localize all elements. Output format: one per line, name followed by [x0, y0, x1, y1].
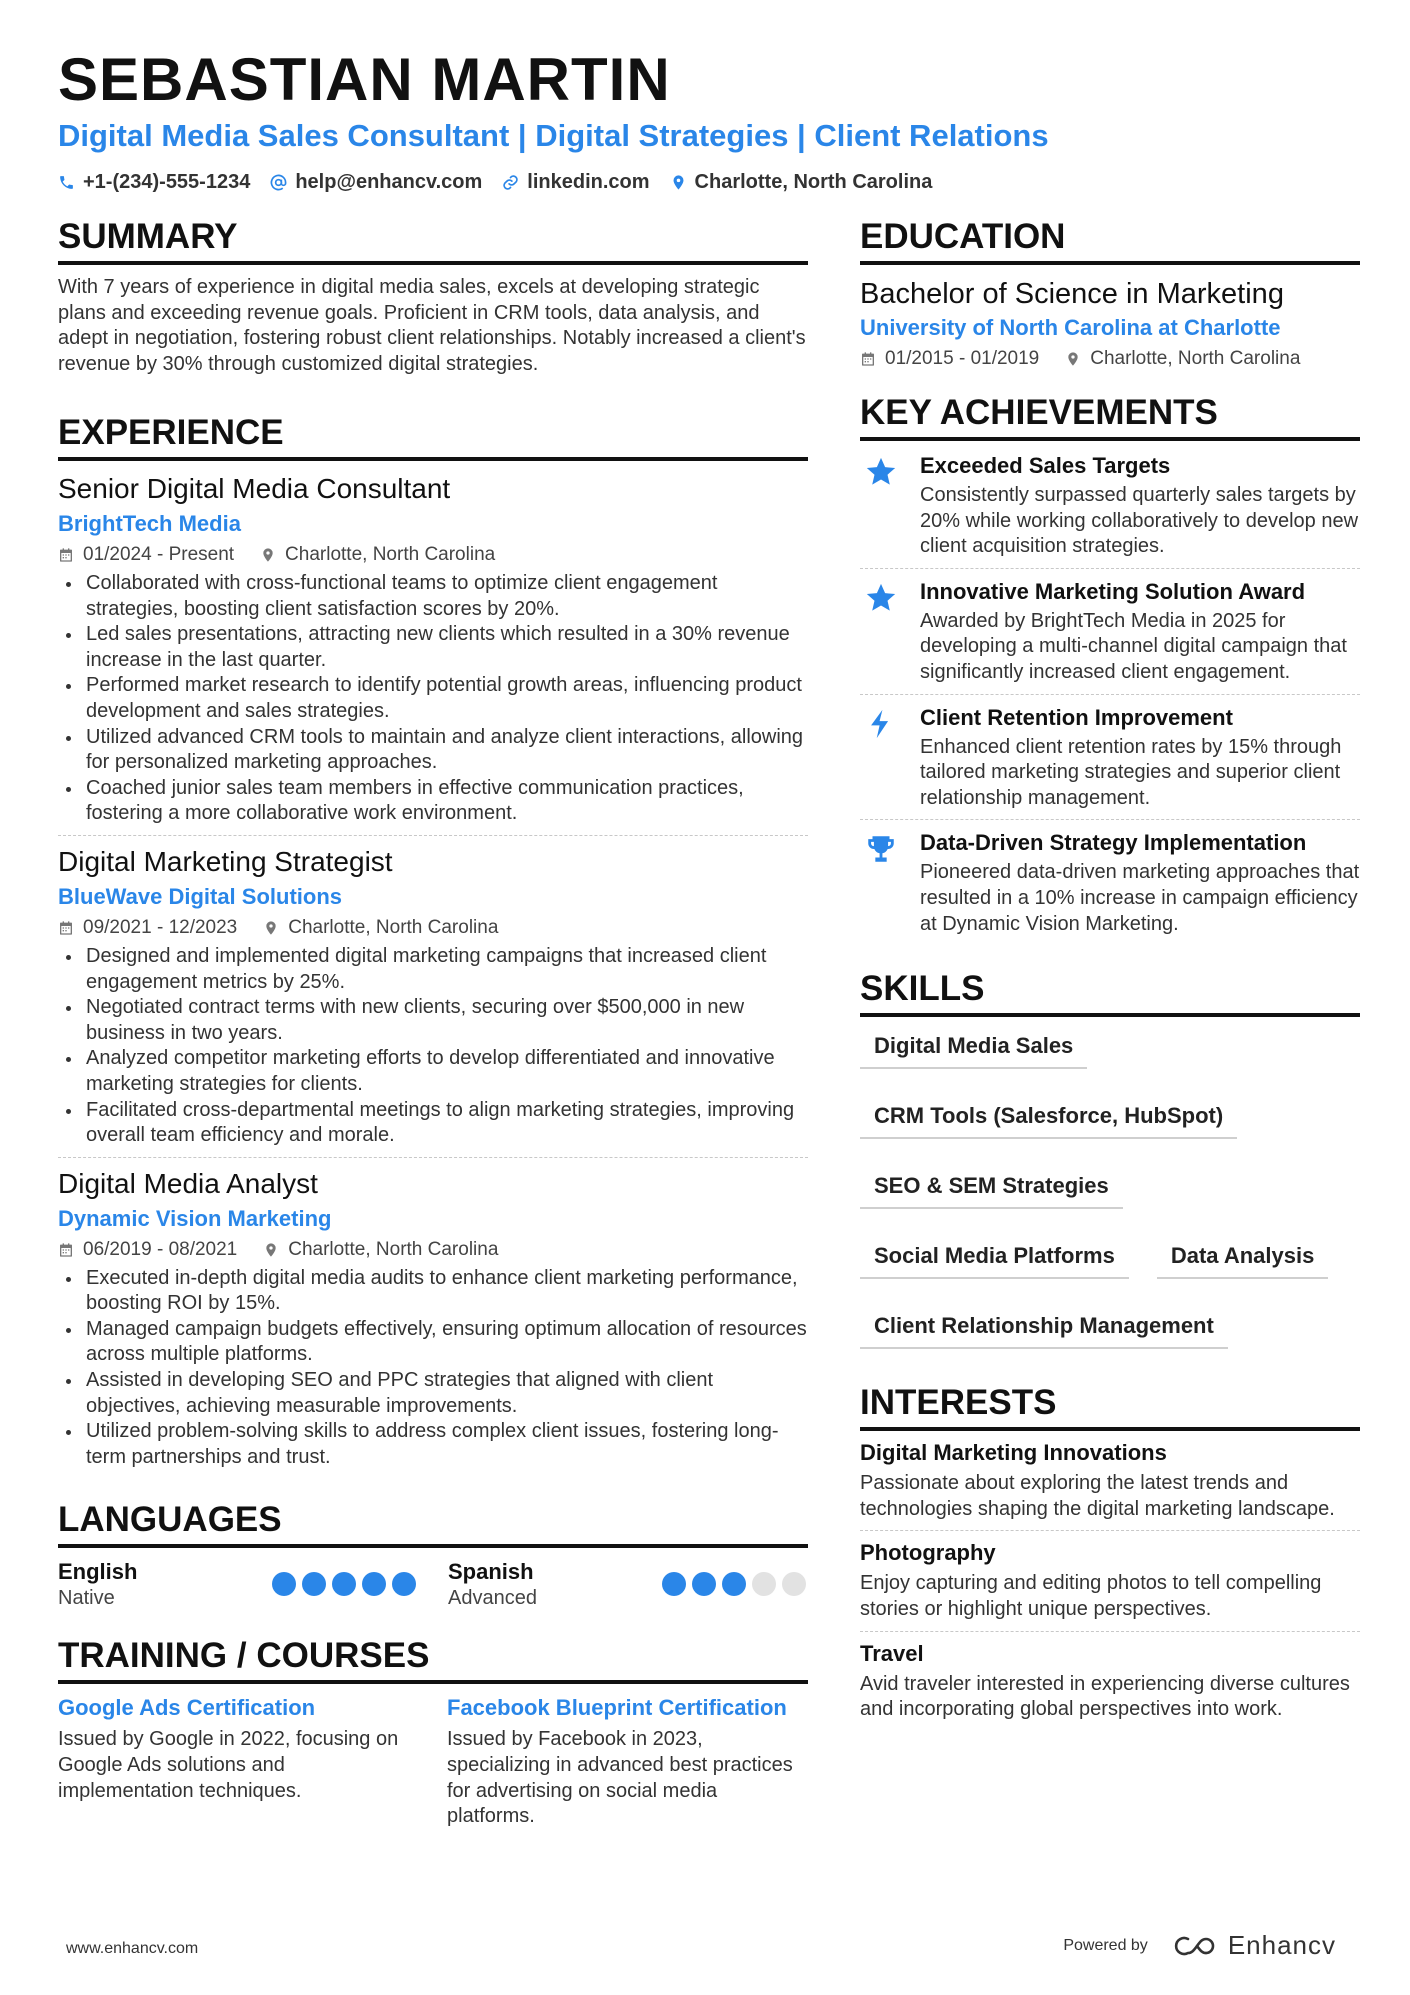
education-heading: EDUCATION — [860, 215, 1360, 265]
job-entry — [58, 471, 808, 835]
job-title: Senior Digital Media Consultant — [58, 473, 451, 504]
bullet-item: Designed and implemented digital marketing campaigns that increased client engagement metrics by 25%. — [58, 944, 808, 995]
school-name: University of North Carolina at Charlotte — [860, 315, 1281, 340]
skills-heading: SKILLS — [860, 967, 1360, 1017]
calendar-icon — [58, 920, 74, 936]
experience-section — [58, 411, 808, 1478]
training-item — [58, 1694, 419, 1829]
contact-location-text: Charlotte, North Carolina — [694, 170, 933, 193]
brand-name: Enhancv — [1227, 1930, 1336, 1960]
proficiency-dot-empty — [752, 1572, 776, 1596]
interest-title: Photography — [860, 1540, 996, 1566]
at-icon — [270, 174, 287, 191]
proficiency-dot-filled — [332, 1572, 356, 1596]
interests-section — [860, 1381, 1360, 1731]
achievement-item — [860, 819, 1360, 945]
education-meta — [860, 345, 1360, 373]
enhancv-logo-icon — [1174, 1933, 1220, 1959]
language-name: Spanish — [448, 1559, 534, 1585]
achievement-title: Data-Driven Strategy Implementation — [920, 830, 1307, 856]
bolt-icon — [864, 707, 898, 741]
job-meta — [58, 914, 808, 942]
training-desc: Issued by Google in 2022, focusing on Google Ads solutions and implementation techniques. — [58, 1728, 399, 1802]
star-icon — [864, 581, 898, 615]
skills-list — [860, 1027, 1360, 1349]
job-title: Digital Marketing Strategist — [58, 845, 393, 877]
training-title: Facebook Blueprint Certification — [447, 1695, 787, 1721]
proficiency-dots — [662, 1572, 806, 1596]
job-dates: 01/2024 - Present — [83, 544, 235, 565]
education-dates: 01/2015 - 01/2019 — [885, 348, 1040, 369]
location-icon — [1065, 351, 1081, 367]
achievement-item — [860, 443, 1360, 568]
achievement-title: Innovative Marketing Solution Award — [920, 578, 1306, 604]
skill-tag: Data Analysis — [1157, 1237, 1328, 1279]
contact-linkedin-text: linkedin.com — [527, 170, 650, 193]
language-level: Native — [58, 1587, 115, 1610]
link-icon — [502, 174, 519, 191]
footer-branding — [1063, 1930, 1336, 1961]
proficiency-dots — [272, 1572, 416, 1596]
achievements-heading: KEY ACHIEVEMENTS — [860, 391, 1360, 441]
contact-linkedin[interactable] — [502, 171, 649, 194]
proficiency-dot-filled — [722, 1572, 746, 1596]
skill-tag: Digital Media Sales — [860, 1027, 1087, 1069]
achievements-section — [860, 391, 1360, 945]
proficiency-dot-filled — [662, 1572, 686, 1596]
training-desc: Issued by Facebook in 2023, specializing in advanced best practices for advertising on social media platforms. — [447, 1728, 793, 1828]
location-icon — [260, 547, 276, 563]
company-name: BrightTech Media — [58, 511, 241, 536]
star-icon — [864, 455, 898, 489]
job-location: Charlotte, North Carolina — [288, 916, 499, 938]
interest-desc: Avid traveler interested in experiencing diverse cultures and incorporating global perspectives into work. — [860, 1672, 1350, 1721]
trophy-icon — [864, 832, 898, 866]
phone-icon — [58, 174, 75, 191]
left-column — [58, 215, 808, 1830]
proficiency-dot-filled — [272, 1572, 296, 1596]
interest-desc: Passionate about exploring the latest trends and technologies shaping the digital marketing landscape. — [860, 1472, 1335, 1520]
training-list — [58, 1694, 808, 1829]
summary-heading: SUMMARY — [58, 215, 808, 265]
contact-location — [670, 171, 933, 194]
achievement-item — [860, 568, 1360, 694]
languages-section — [58, 1498, 808, 1612]
interest-title: Travel — [860, 1640, 924, 1666]
calendar-icon — [58, 1242, 74, 1258]
powered-by-label: Powered by — [1063, 1936, 1148, 1954]
bullet-item: Executed in-depth digital media audits to enhance client marketing performance, boosting ROI by 15%. — [58, 1266, 808, 1317]
job-dates: 09/2021 - 12/2023 — [83, 916, 238, 938]
bullet-item: Collaborated with cross-functional teams to optimize client engagement strategies, boosting client satisfaction scores by 20%. — [58, 571, 808, 622]
experience-heading: EXPERIENCE — [58, 411, 808, 461]
job-meta — [58, 1236, 808, 1264]
interest-item — [860, 1435, 1360, 1530]
calendar-icon — [58, 547, 74, 563]
bullet-item: Analyzed competitor marketing efforts to develop differentiated and innovative marketing strategies for clients. — [58, 1046, 808, 1097]
enhancv-logo[interactable] — [1174, 1930, 1336, 1961]
location-icon — [263, 920, 279, 936]
proficiency-dot-empty — [782, 1572, 806, 1596]
training-heading: TRAINING / COURSES — [58, 1634, 808, 1684]
skill-tag: Social Media Platforms — [860, 1237, 1129, 1279]
language-level: Advanced — [448, 1587, 537, 1610]
bullet-item: Coached junior sales team members in effective communication practices, fostering a more collaborative work environment. — [58, 776, 808, 827]
skill-tag: CRM Tools (Salesforce, HubSpot) — [860, 1097, 1237, 1139]
degree: Bachelor of Science in Marketing — [860, 278, 1284, 310]
proficiency-dot-filled — [392, 1572, 416, 1596]
contact-email[interactable] — [270, 171, 482, 194]
right-column — [860, 215, 1360, 1731]
languages-list — [58, 1558, 808, 1612]
interests-heading: INTERESTS — [860, 1381, 1360, 1431]
job-entry — [58, 835, 808, 1157]
job-location: Charlotte, North Carolina — [285, 544, 496, 565]
contact-phone-text: +1-(234)-555-1234 — [83, 170, 251, 193]
training-section — [58, 1634, 808, 1829]
education-section — [860, 215, 1360, 373]
training-item — [447, 1694, 808, 1829]
interest-item — [860, 1631, 1360, 1731]
contact-email-text: help@enhancv.com — [295, 170, 483, 193]
summary-text: With 7 years of experience in digital media sales, excels at developing strategic plans and exceeding revenue goals. Proficient in CRM tools, data analysis, and adept in negotiation, fostering robust client relationships. Notably increased a client's revenue by 30% through customized digital strategies. — [58, 276, 806, 375]
language-item — [448, 1558, 806, 1612]
job-location: Charlotte, North Carolina — [288, 1238, 499, 1260]
job-dates: 06/2019 - 08/2021 — [83, 1238, 238, 1260]
footer-website[interactable]: www.enhancv.com — [66, 1940, 199, 1957]
contact-phone[interactable] — [58, 171, 250, 194]
company-name: Dynamic Vision Marketing — [58, 1205, 332, 1231]
interest-item — [860, 1530, 1360, 1630]
skill-tag: Client Relationship Management — [860, 1307, 1228, 1349]
job-entry — [58, 1157, 808, 1479]
bullet-item: Assisted in developing SEO and PPC strategies that aligned with client objectives, achieving measurable improvements. — [58, 1368, 808, 1419]
achievement-desc: Consistently surpassed quarterly sales targets by 20% while working collaboratively to develop new client acquisition strategies. — [920, 484, 1359, 558]
proficiency-dot-filled — [692, 1572, 716, 1596]
bullet-item: Performed market research to identify potential growth areas, influencing product development and sales strategies. — [58, 673, 808, 724]
job-title: Digital Media Analyst — [58, 1167, 318, 1199]
job-bullets — [58, 1266, 808, 1471]
job-meta — [58, 541, 808, 569]
bullet-item: Utilized advanced CRM tools to maintain and analyze client interactions, allowing for personalized marketing approaches. — [58, 725, 808, 776]
proficiency-dot-filled — [302, 1572, 326, 1596]
bullet-item: Managed campaign budgets effectively, ensuring optimum allocation of resources across multiple platforms. — [58, 1317, 808, 1368]
skill-tag: SEO & SEM Strategies — [860, 1167, 1123, 1209]
achievement-desc: Enhanced client retention rates by 15% through tailored marketing strategies and superior client relationship management. — [920, 735, 1342, 809]
job-bullets — [58, 571, 808, 827]
training-title: Google Ads Certification — [58, 1695, 316, 1721]
company-name: BlueWave Digital Solutions — [58, 883, 342, 909]
language-name: English — [58, 1559, 138, 1585]
bullet-item: Led sales presentations, attracting new clients which resulted in a 30% revenue increase in the last quarter. — [58, 622, 808, 673]
calendar-icon — [860, 351, 876, 367]
education-location: Charlotte, North Carolina — [1090, 348, 1301, 369]
language-item — [58, 1558, 416, 1612]
achievement-title: Client Retention Improvement — [920, 704, 1233, 730]
interest-title: Digital Marketing Innovations — [860, 1440, 1167, 1466]
skills-section — [860, 967, 1360, 1349]
headline: Digital Media Sales Consultant | Digital Strategies | Client Relations — [58, 118, 1049, 153]
achievement-item — [860, 694, 1360, 820]
achievement-title: Exceeded Sales Targets — [920, 453, 1171, 478]
candidate-name: SEBASTIAN MARTIN — [58, 46, 671, 113]
achievement-desc: Awarded by BrightTech Media in 2025 for developing a multi-channel digital campaign that significantly increased client engagement. — [920, 609, 1347, 683]
bullet-item: Utilized problem-solving skills to address complex client issues, fostering long-term partnerships and trust. — [58, 1419, 808, 1470]
bullet-item: Negotiated contract terms with new clients, securing over $500,000 in new business in two years. — [58, 995, 808, 1046]
contact-bar — [58, 168, 932, 196]
interest-desc: Enjoy capturing and editing photos to tell compelling stories or highlight unique perspectives. — [860, 1572, 1322, 1620]
languages-heading: LANGUAGES — [58, 1498, 808, 1548]
location-icon — [670, 174, 687, 191]
achievement-desc: Pioneered data-driven marketing approaches that resulted in a 10% increase in campaign efficiency at Dynamic Vision Marketing. — [920, 861, 1360, 935]
summary-section — [58, 215, 808, 377]
location-icon — [263, 1242, 279, 1258]
bullet-item: Facilitated cross-departmental meetings to align marketing strategies, improving overall team efficiency and morale. — [58, 1098, 808, 1149]
job-bullets — [58, 944, 808, 1149]
proficiency-dot-filled — [362, 1572, 386, 1596]
